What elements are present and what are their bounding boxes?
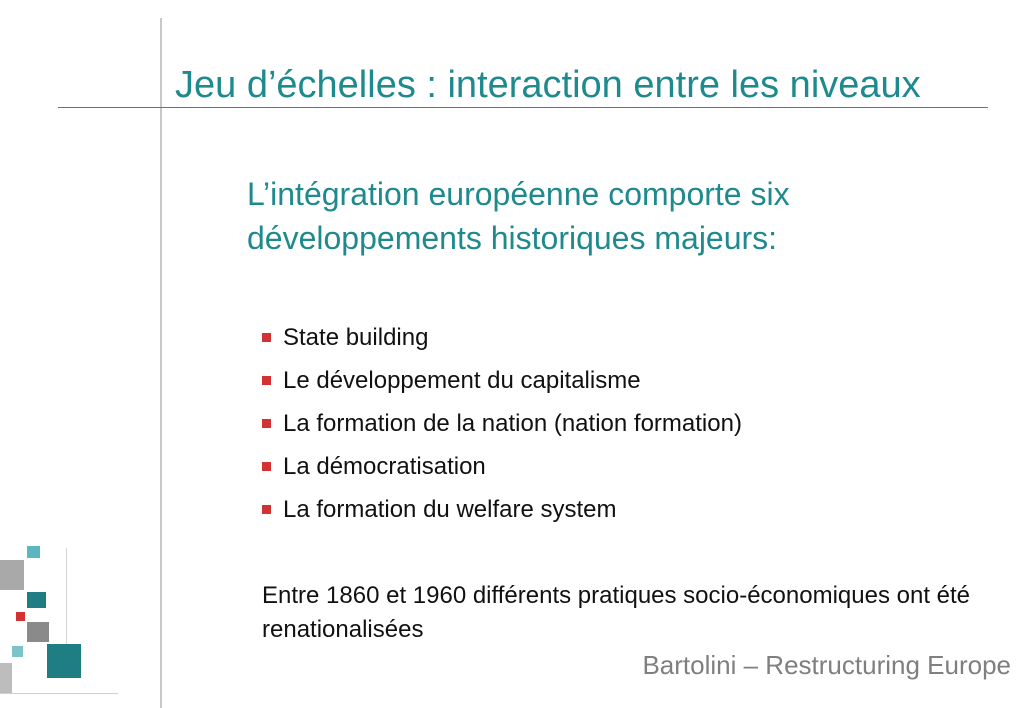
decor-square-icon [27, 622, 49, 642]
decor-square-icon [16, 612, 25, 621]
bullet-item [262, 445, 742, 488]
square-bullet-icon [262, 462, 271, 471]
bullet-text: La formation du welfare system [283, 496, 617, 523]
bullet-text: Le développement du capitalisme [283, 367, 641, 394]
decor-square-icon [47, 644, 81, 678]
bullet-text: La formation de la nation (nation formation) [283, 410, 742, 437]
slide-note: Entre 1860 et 1960 différents pratiques socio-économiques ont été renationalisées [262, 582, 971, 643]
bullet-list [262, 316, 742, 531]
square-bullet-icon [262, 419, 271, 428]
decor-square-icon [0, 560, 24, 590]
slide-footer: Bartolini – Restructuring Europe [642, 650, 1011, 680]
square-bullet-icon [262, 505, 271, 514]
bullet-text: State building [283, 324, 429, 351]
square-bullet-icon [262, 333, 271, 342]
decor-square-icon [0, 663, 12, 693]
decor-square-icon [27, 546, 40, 558]
bullet-text: La démocratisation [283, 453, 486, 480]
bullet-item [262, 402, 742, 445]
slide-subtitle: L’intégration européenne comporte six développements historiques majeurs: [247, 176, 790, 256]
slide-title: Jeu d’échelles : interaction entre les niveaux [175, 64, 921, 106]
bullet-item [262, 359, 742, 402]
decor-square-icon [27, 592, 46, 608]
decor-vertical-line [66, 548, 67, 644]
bullet-item [262, 488, 742, 531]
decor-square-icon [12, 646, 23, 657]
vertical-divider [160, 18, 162, 708]
square-bullet-icon [262, 376, 271, 385]
decor-horizontal-line [0, 693, 118, 694]
bullet-item [262, 316, 742, 359]
